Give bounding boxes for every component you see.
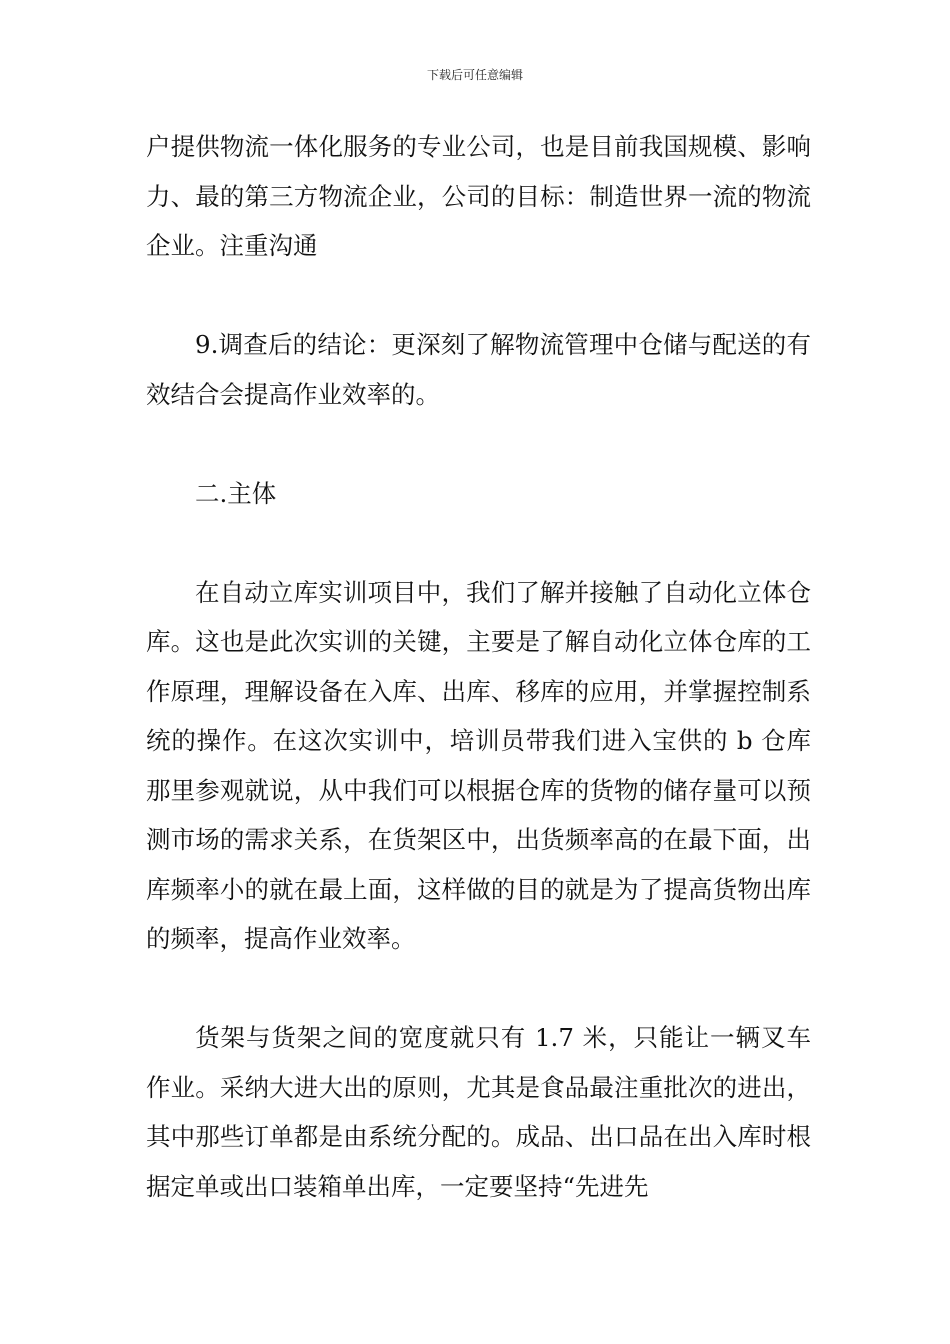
paragraph-conclusion: 9.调查后的结论：更深刻了解物流管理中仓储与配送的有效结合会提高作业效率的。 xyxy=(146,330,811,409)
paragraph-company-intro: 户提供物流一体化服务的专业公司，也是目前我国规模、影响力、最的第三方物流企业，公司的目标：制造世界一流的物流企业。注重沟通 xyxy=(146,132,811,260)
section-heading-main-body: 二.主体 xyxy=(195,478,277,508)
paragraph-shelf-width: 货架与货架之间的宽度就只有 1.7 米，只能让一辆叉车作业。采纳大进大出的原则，尤其是食品最注重批次的进出，其中那些订单都是由系统分配的。成品、出口品在出入库时根据定单或出口装箱单出库，一定要坚持“先进先 xyxy=(146,1023,811,1201)
document-body xyxy=(146,122,811,1211)
paragraph-auto-warehouse: 在自动立库实训项目中，我们了解并接触了自动化立体仓库。这也是此次实训的关键，主要是了解自动化立体仓库的工作原理，理解设备在入库、出库、移库的应用，并掌握控制系统的操作。在这次实训中，培训员带我们进入宝供的 b 仓库那里参观就说，从中我们可以根据仓库的货物的储存量可以预测市场的需求关系，在货架区中，出货频率高的在最下面，出库频率小的就在最上面，这样做的目的就是为了提高货物出库的频率，提高作业效率。 xyxy=(146,577,811,953)
page-header-note: 下载后可任意编辑 xyxy=(426,68,523,82)
